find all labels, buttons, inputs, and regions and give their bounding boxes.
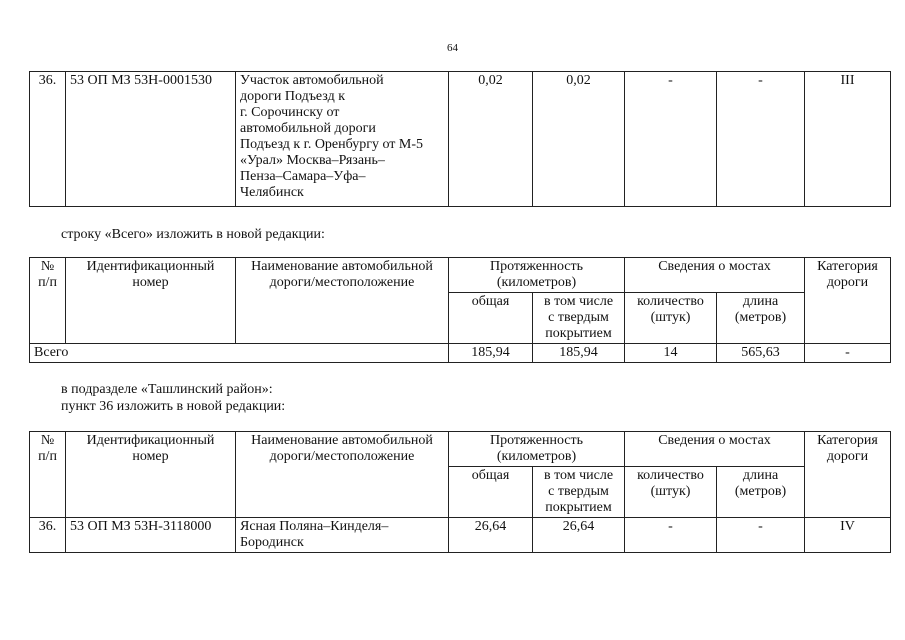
header-name-line: Наименование автомобильной [251, 259, 433, 274]
length-hard: 185,94 [533, 344, 625, 363]
length-total: 185,94 [449, 344, 533, 363]
header-hard [533, 467, 625, 518]
header-count-line: количество [637, 468, 704, 483]
header-category-line: Категория [817, 259, 878, 274]
header-num-line: п/п [38, 275, 57, 290]
row-number: 36. [30, 72, 66, 207]
bridge-length: 565,63 [717, 344, 805, 363]
road-name-line: «Урал» Москва–Рязань– [240, 153, 385, 168]
road-name-line: автомобильной дороги [240, 121, 376, 136]
header-hard-line: с твердым [548, 310, 609, 325]
header-category [805, 432, 891, 518]
bridge-length: - [717, 72, 805, 207]
header-num-line: п/п [38, 449, 57, 464]
road-name [236, 518, 449, 553]
length-hard: 26,64 [533, 518, 625, 553]
length-total: 26,64 [449, 518, 533, 553]
header-bridges: Сведения о мостах [625, 258, 805, 293]
table-row [30, 518, 891, 553]
header-bridge-length-line: (метров) [734, 484, 787, 499]
road-category: - [805, 344, 891, 363]
table-header-row [30, 432, 891, 467]
length-hard: 0,02 [533, 72, 625, 207]
header-total: общая [449, 467, 533, 518]
header-count [625, 293, 717, 344]
header-num [30, 258, 66, 344]
header-id [66, 258, 236, 344]
header-hard-line: в том числе [543, 294, 614, 309]
header-bridge-length [717, 293, 805, 344]
bridge-count: - [625, 518, 717, 553]
header-name-line: дороги/местоположение [269, 275, 415, 290]
header-length-line: (километров) [496, 275, 577, 290]
road-table-tashla [29, 431, 891, 553]
header-count-line: количество [637, 294, 704, 309]
row-number: 36. [30, 518, 66, 553]
header-hard-line: покрытием [545, 326, 612, 341]
header-num-line: № [40, 433, 55, 448]
road-id: 53 ОП МЗ 53Н-3118000 [66, 518, 236, 553]
header-length [449, 258, 625, 293]
header-name-line: дороги/местоположение [269, 449, 415, 464]
header-bridges: Сведения о мостах [625, 432, 805, 467]
header-name-line: Наименование автомобильной [251, 433, 433, 448]
header-category-line: дороги [826, 275, 869, 290]
road-name-line: Ясная Поляна–Кинделя– [240, 519, 389, 534]
header-bridge-length-line: длина [742, 468, 779, 483]
header-category [805, 258, 891, 344]
header-id-line: номер [132, 449, 169, 464]
page-number: 64 [447, 42, 458, 54]
road-table-total [29, 257, 891, 363]
table-row [30, 72, 891, 207]
header-name [236, 432, 449, 518]
road-id: 53 ОП МЗ 53Н-0001530 [66, 72, 236, 207]
header-category-line: Категория [817, 433, 878, 448]
header-count-line: (штук) [650, 484, 691, 499]
road-name-line: г. Сорочинску от [240, 105, 340, 120]
road-name-line: дороги Подъезд к [240, 89, 346, 104]
header-count-line: (штук) [650, 310, 691, 325]
road-table-row-36-sorochinsk [29, 71, 891, 207]
header-id [66, 432, 236, 518]
header-num [30, 432, 66, 518]
header-id-line: Идентификационный [86, 259, 215, 274]
header-bridge-length [717, 467, 805, 518]
header-hard [533, 293, 625, 344]
header-bridge-length-line: длина [742, 294, 779, 309]
header-id-line: номер [132, 275, 169, 290]
header-bridge-length-line: (метров) [734, 310, 787, 325]
header-num-line: № [40, 259, 55, 274]
header-total: общая [449, 293, 533, 344]
road-category: III [805, 72, 891, 207]
road-category: IV [805, 518, 891, 553]
header-count [625, 467, 717, 518]
bridge-count: 14 [625, 344, 717, 363]
header-length [449, 432, 625, 467]
header-category-line: дороги [826, 449, 869, 464]
road-name-line: Участок автомобильной [240, 73, 384, 88]
header-length-line: Протяженность [489, 259, 584, 274]
header-name [236, 258, 449, 344]
header-hard-line: покрытием [545, 500, 612, 515]
header-id-line: Идентификационный [86, 433, 215, 448]
length-total: 0,02 [449, 72, 533, 207]
header-hard-line: в том числе [543, 468, 614, 483]
total-label: Всего [30, 344, 449, 363]
bridge-count: - [625, 72, 717, 207]
header-length-line: (километров) [496, 449, 577, 464]
road-name [236, 72, 449, 207]
instruction-total-row: строку «Всего» изложить в новой редакции: [61, 227, 325, 242]
instruction-item-36: пункт 36 изложить в новой редакции: [61, 399, 286, 414]
road-name-line: Пенза–Самара–Уфа– [240, 169, 366, 184]
header-hard-line: с твердым [548, 484, 609, 499]
road-name-line: Бородинск [240, 535, 304, 550]
table-row-total [30, 344, 891, 363]
road-name-line: Челябинск [240, 185, 304, 200]
instruction-district: в подразделе «Ташлинский район»: [61, 382, 273, 397]
bridge-length: - [717, 518, 805, 553]
road-name-line: Подъезд к г. Оренбургу от М-5 [240, 137, 424, 152]
header-length-line: Протяженность [489, 433, 584, 448]
table-header-row [30, 258, 891, 293]
